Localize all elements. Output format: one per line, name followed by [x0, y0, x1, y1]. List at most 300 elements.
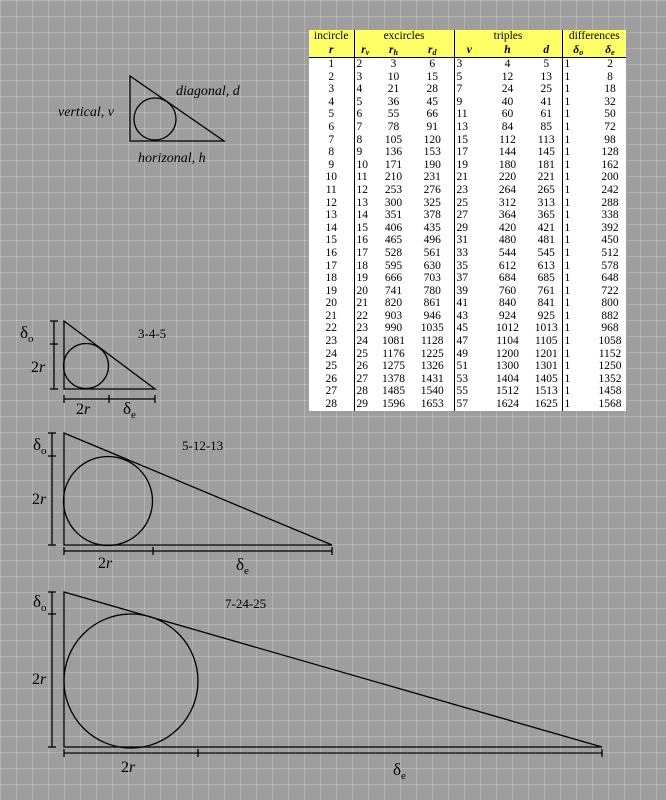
table-cell: 7 [354, 121, 376, 134]
table-cell: 1458 [598, 385, 622, 398]
table-cell: 190 [423, 158, 441, 171]
table-cell: 903 [384, 309, 403, 322]
table-cell: 45 [426, 95, 438, 108]
table-cell: 41 [454, 297, 484, 310]
table-cell: 861 [423, 297, 441, 310]
table-cell: 55 [387, 108, 400, 121]
table-row [309, 222, 626, 235]
two-r-horizontal-label-7-24-25: 2r [121, 759, 136, 776]
table-cell: 1 [562, 108, 594, 121]
table-cell: 23 [354, 322, 376, 335]
table-cell: 1104 [496, 335, 519, 348]
table-cell: 264 [498, 183, 517, 196]
table-cell: 1 [562, 234, 594, 247]
table-cell: 26 [325, 372, 337, 385]
table-cell: 1013 [534, 322, 558, 335]
table-cell: 1081 [382, 335, 405, 348]
table-cell: 392 [601, 221, 619, 234]
table-cell: 841 [537, 297, 555, 310]
table-cell: 220 [498, 171, 517, 184]
delta-o-label-5-12-13: $\delta_o$ [33, 435, 47, 457]
table-cell: 53 [454, 373, 484, 386]
table-cell: 18 [604, 83, 616, 96]
table-cell: 925 [537, 309, 555, 322]
table-row [309, 310, 626, 323]
table-cell: 480 [498, 234, 517, 247]
table-cell: 31 [454, 234, 484, 247]
table-cell: 1 [562, 96, 594, 109]
table-cell: 325 [423, 196, 441, 209]
table-cell: 378 [423, 209, 441, 222]
triangle-5-12-13-title: 5-12-13 [182, 438, 224, 453]
table-cell: 25 [454, 197, 484, 210]
table-cell: 1300 [496, 360, 519, 373]
table-cell: 6 [429, 58, 436, 70]
table-cell: 703 [423, 272, 441, 285]
table-cell: 1378 [382, 372, 405, 385]
two-r-vertical-label-5-12-13: 2r [32, 491, 47, 508]
table-cell: 1 [562, 335, 594, 348]
table-cell: 561 [423, 246, 441, 259]
column-header-rd: $r_d$ [411, 43, 454, 58]
column-header-d: d [531, 43, 562, 58]
table-cell: 11 [325, 183, 337, 196]
delta-o-label-3-4-5 [20, 323, 34, 345]
table-cell: 365 [537, 209, 555, 222]
table-cell: 364 [498, 209, 517, 222]
table-cell: 10 [325, 171, 337, 184]
table-row [309, 108, 626, 121]
table-cell: 648 [601, 272, 619, 285]
table-cell: 25 [540, 83, 552, 96]
table-row [309, 398, 626, 411]
labeled-triangle-incircle [134, 98, 176, 140]
table-cell: 91 [426, 120, 438, 133]
table-cell: 23 [454, 184, 484, 197]
table-cell: 1 [562, 71, 594, 84]
table-cell: 40 [501, 95, 514, 108]
table-row [309, 285, 626, 298]
table-cell: 1 [562, 348, 594, 361]
table-cell: 1512 [496, 385, 519, 398]
table-cell: 28 [325, 398, 337, 411]
table-cell: 22 [354, 310, 376, 323]
table-row [309, 209, 626, 222]
vertical-label: vertical, v [58, 105, 114, 120]
table-cell: 98 [604, 133, 616, 146]
table-cell: 946 [423, 309, 441, 322]
table-cell: 1 [562, 398, 594, 411]
table-cell: 1352 [598, 372, 622, 385]
table-cell: 3 [354, 71, 376, 84]
table-cell: 10 [387, 70, 400, 83]
table-cell: 450 [601, 234, 619, 247]
triangle-5-12-13-incircle [64, 457, 153, 546]
table-cell: 1 [562, 146, 594, 159]
table-cell: 465 [384, 234, 403, 247]
table-cell: 24 [501, 83, 514, 96]
table-cell: 5 [454, 71, 484, 84]
table-cell: 22 [325, 322, 337, 335]
diagonal-label: diagonal, d [176, 84, 240, 99]
table-cell: 1012 [496, 322, 519, 335]
table-column-header-row [309, 43, 626, 58]
table-cell: 2 [354, 58, 376, 71]
table-cell: 1 [562, 272, 594, 285]
table-cell: 276 [423, 183, 441, 196]
table-cell: 3 [328, 83, 335, 96]
table-cell: 128 [601, 146, 619, 159]
table-cell: 1128 [420, 335, 444, 348]
column-header-rh: $r_h$ [376, 43, 411, 58]
table-cell: 12 [501, 70, 514, 83]
table-cell: 145 [537, 146, 555, 159]
table-cell: 162 [601, 158, 619, 171]
table-cell: 1035 [420, 322, 444, 335]
table-cell: 1 [562, 310, 594, 323]
column-header-rv: $r_v$ [354, 43, 376, 58]
table-cell: 7 [454, 83, 484, 96]
table-cell: 1 [562, 209, 594, 222]
table-cell: 578 [601, 259, 619, 272]
table-cell: 1513 [534, 385, 558, 398]
table-cell: 50 [604, 108, 616, 121]
table-cell: 113 [537, 133, 555, 146]
table-row [309, 96, 626, 109]
table-cell: 1 [562, 260, 594, 273]
table-cell: 265 [537, 183, 555, 196]
table-cell: 55 [454, 385, 484, 398]
table-cell: 1 [562, 297, 594, 310]
table-row [309, 159, 626, 172]
delta-o-symbol: δ [20, 323, 29, 342]
table-cell: 66 [426, 108, 438, 121]
table-cell: 221 [537, 171, 555, 184]
table-cell: 27 [454, 209, 484, 222]
table-cell: 1176 [382, 347, 405, 360]
table-cell: 13 [454, 121, 484, 134]
table-cell: 16 [325, 246, 337, 259]
table-cell: 13 [325, 209, 337, 222]
table-cell: 4 [328, 95, 335, 108]
table-cell: 406 [384, 221, 403, 234]
table-cell: 60 [501, 108, 514, 121]
table-row [309, 297, 626, 310]
table-cell: 1624 [496, 398, 519, 411]
table-cell: 41 [540, 95, 552, 108]
table-cell: 181 [537, 158, 555, 171]
table-cell: 26 [354, 360, 376, 373]
table-cell: 21 [325, 309, 337, 322]
table-cell: 1568 [598, 398, 622, 411]
table-cell: 85 [540, 120, 552, 133]
table-cell: 684 [498, 272, 517, 285]
table-cell: 180 [498, 158, 517, 171]
table-cell: 9 [454, 96, 484, 109]
horizontal-label: horizonal, h [138, 151, 206, 166]
table-cell: 800 [601, 297, 619, 310]
delta-e-label-3-4-5: $\delta_e$ [123, 399, 136, 421]
table-cell: 25 [325, 360, 337, 373]
table-cell: 5 [354, 96, 376, 109]
table-cell: 33 [454, 247, 484, 260]
table-cell: 1275 [382, 360, 405, 373]
triangle-7-24-25 [48, 592, 602, 757]
table-cell: 1 [562, 247, 594, 260]
table-cell: 18 [354, 260, 376, 273]
column-header-delta-o: $\delta_o$ [562, 43, 594, 58]
table-cell: 1 [562, 171, 594, 184]
table-cell: 312 [498, 196, 517, 209]
table-row [309, 121, 626, 134]
table-cell: 8 [607, 70, 613, 83]
table-cell: 1250 [598, 360, 622, 373]
table-cell: 24 [354, 335, 376, 348]
table-cell: 84 [501, 120, 514, 133]
table-cell: 19 [454, 159, 484, 172]
table-cell: 32 [604, 95, 616, 108]
table-cell: 27 [354, 373, 376, 386]
table-cell: 28 [426, 83, 438, 96]
two-r-horizontal-label-3-4-5: 2r [76, 401, 91, 418]
table-row [309, 83, 626, 96]
table-cell: 14 [325, 221, 337, 234]
triangle-3-4-5-title: 3-4-5 [138, 326, 167, 341]
table-cell: 49 [454, 348, 484, 361]
table-cell: 1 [562, 159, 594, 172]
table-cell: 1 [562, 373, 594, 386]
table-cell: 1 [562, 385, 594, 398]
table-cell: 5 [543, 58, 550, 70]
table-cell: 28 [354, 385, 376, 398]
table-cell: 35 [454, 260, 484, 273]
table-cell: 612 [498, 259, 517, 272]
group-header-excircles: excircles [354, 30, 454, 43]
table-cell: 21 [454, 171, 484, 184]
table-cell: 1653 [420, 398, 444, 411]
table-cell: 1 [562, 184, 594, 197]
table-row [309, 348, 626, 361]
table-row [309, 335, 626, 348]
table-cell: 153 [423, 146, 441, 159]
column-header-r: r [309, 43, 354, 58]
table-cell: 112 [499, 133, 516, 146]
table-cell: 37 [454, 272, 484, 285]
table-cell: 1431 [420, 372, 444, 385]
triangle-3-4-5-incircle [64, 344, 109, 389]
table-cell: 630 [423, 259, 441, 272]
table-cell: 1105 [534, 335, 558, 348]
table-cell: 968 [601, 322, 619, 335]
table-cell: 313 [537, 196, 555, 209]
column-header-v: v [454, 43, 484, 58]
table-cell: 6 [328, 120, 335, 133]
table-row [309, 360, 626, 373]
table-cell: 200 [601, 171, 619, 184]
table-cell: 2 [607, 58, 613, 70]
table-cell: 761 [537, 284, 555, 297]
column-header-delta-e: $\delta_e$ [594, 43, 626, 58]
table-cell: 8 [354, 134, 376, 147]
table-cell: 840 [498, 297, 517, 310]
table-cell: 1405 [534, 372, 558, 385]
table-row [309, 260, 626, 273]
table-cell: 8 [328, 146, 335, 159]
table-cell: 1 [562, 58, 594, 71]
triangle-7-24-25-incircle [64, 614, 198, 748]
table-cell: 741 [384, 284, 403, 297]
table-cell: 5 [328, 108, 335, 121]
table-row [309, 134, 626, 147]
table-cell: 780 [423, 284, 441, 297]
table-cell: 29 [454, 222, 484, 235]
table-cell: 595 [384, 259, 403, 272]
table-cell: 435 [423, 221, 441, 234]
table-cell: 1540 [420, 385, 444, 398]
table-cell: 481 [537, 234, 555, 247]
table-cell: 39 [454, 285, 484, 298]
table-cell: 1225 [420, 347, 444, 360]
delta-e-label-5-12-13: $\delta_e$ [236, 555, 249, 577]
table-cell: 1404 [496, 372, 519, 385]
table-cell: 11 [354, 171, 376, 184]
delta-o-subscript: o [28, 333, 34, 345]
table-cell: 300 [384, 196, 403, 209]
table-cell: 338 [601, 209, 619, 222]
table-cell: 36 [387, 95, 400, 108]
table-cell: 10 [354, 159, 376, 172]
table-group-header-row [309, 30, 626, 43]
table-cell: 144 [498, 146, 517, 159]
table-cell: 512 [601, 246, 619, 259]
table-cell: 15 [325, 234, 337, 247]
table-row [309, 234, 626, 247]
table-cell: 544 [498, 246, 517, 259]
table-cell: 61 [540, 108, 552, 121]
table-cell: 12 [325, 196, 337, 209]
table-row [309, 247, 626, 260]
table-row [309, 184, 626, 197]
table-cell: 1485 [382, 385, 405, 398]
table-cell: 9 [354, 146, 376, 159]
table-row [309, 71, 626, 84]
table-cell: 1058 [598, 335, 622, 348]
table-cell: 78 [387, 120, 400, 133]
table-cell: 882 [601, 309, 619, 322]
table-cell: 990 [384, 322, 403, 335]
table-cell: 1152 [598, 347, 622, 360]
table-cell: 18 [325, 272, 337, 285]
table-cell: 722 [601, 284, 619, 297]
table-cell: 51 [454, 360, 484, 373]
table-cell: 25 [354, 348, 376, 361]
table-row [309, 272, 626, 285]
table-cell: 20 [354, 285, 376, 298]
table-cell: 685 [537, 272, 555, 285]
table-row [309, 373, 626, 386]
table-cell: 6 [354, 108, 376, 121]
triples-table-container [309, 30, 626, 411]
table-cell: 1 [562, 285, 594, 298]
table-cell: 171 [384, 158, 403, 171]
table-cell: 4 [354, 83, 376, 96]
table-cell: 420 [498, 221, 517, 234]
table-cell: 1596 [382, 398, 405, 411]
table-cell: 17 [454, 146, 484, 159]
table-cell: 13 [540, 70, 552, 83]
table-cell: 17 [325, 259, 337, 272]
triangle-7-24-25-title: 7-24-25 [225, 596, 267, 611]
table-cell: 21 [387, 83, 400, 96]
table-cell: 545 [537, 246, 555, 259]
table-cell: 24 [325, 347, 337, 360]
table-cell: 1625 [534, 398, 558, 411]
table-cell: 19 [325, 284, 337, 297]
table-cell: 43 [454, 310, 484, 323]
table-cell: 760 [498, 284, 517, 297]
table-cell: 15 [354, 222, 376, 235]
table-cell: 210 [384, 171, 403, 184]
table-cell: 1 [562, 197, 594, 210]
table-cell: 528 [384, 246, 403, 259]
table-cell: 15 [426, 70, 438, 83]
group-header-incircle: incircle [309, 30, 354, 43]
table-cell: 15 [454, 134, 484, 147]
table-cell: 820 [384, 297, 403, 310]
table-cell: 136 [384, 146, 403, 159]
table-row [309, 171, 626, 184]
group-header-differences: differences [562, 30, 626, 43]
delta-e-label-7-24-25: $\delta_e$ [393, 760, 406, 782]
table-cell: 12 [354, 184, 376, 197]
table-cell: 231 [423, 171, 441, 184]
table-cell: 20 [325, 297, 337, 310]
table-cell: 351 [384, 209, 403, 222]
table-cell: 57 [454, 398, 484, 411]
table-cell: 1326 [420, 360, 444, 373]
table-cell: 23 [325, 335, 337, 348]
table-cell: 7 [328, 133, 335, 146]
table-cell: 45 [454, 322, 484, 335]
table-cell: 1 [562, 222, 594, 235]
table-cell: 496 [423, 234, 441, 247]
table-row [309, 58, 626, 71]
table-cell: 1 [328, 58, 335, 70]
table-cell: 1 [562, 83, 594, 96]
delta-o-label-7-24-25: $\delta_o$ [33, 592, 47, 614]
table-cell: 29 [354, 398, 376, 411]
triples-table [309, 30, 626, 411]
two-r-vertical-label-3-4-5: 2r [31, 359, 46, 376]
table-cell: 21 [354, 297, 376, 310]
table-cell: 9 [328, 158, 335, 171]
table-cell: 27 [325, 385, 337, 398]
table-cell: 1200 [496, 347, 519, 360]
table-cell: 13 [354, 197, 376, 210]
table-cell: 613 [537, 259, 555, 272]
column-header-h: h [484, 43, 531, 58]
table-cell: 120 [423, 133, 441, 146]
table-cell: 72 [604, 120, 616, 133]
table-cell: 11 [454, 108, 484, 121]
table-cell: 421 [537, 221, 555, 234]
table-cell: 19 [354, 272, 376, 285]
table-cell: 16 [354, 234, 376, 247]
table-row [309, 322, 626, 335]
table-cell: 666 [384, 272, 403, 285]
table-cell: 3 [454, 58, 484, 71]
group-header-triples: triples [454, 30, 562, 43]
